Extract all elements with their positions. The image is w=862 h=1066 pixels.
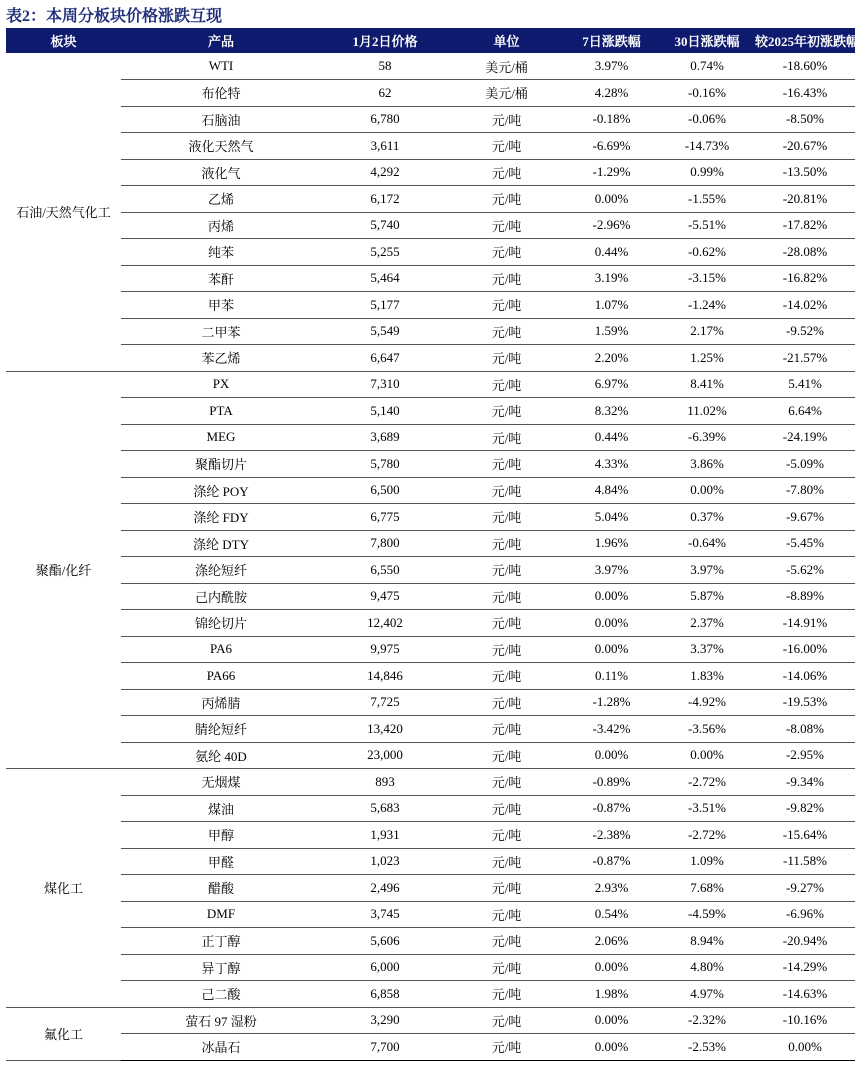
7d-change-cell: 1.98% <box>564 981 659 1008</box>
product-cell: 乙烯 <box>121 186 321 213</box>
table-row <box>6 954 855 981</box>
price-cell: 3,745 <box>321 901 449 928</box>
7d-change-cell: 1.59% <box>564 318 659 345</box>
ytd-change-cell: -8.50% <box>755 106 855 133</box>
unit-cell: 元/吨 <box>449 848 564 875</box>
7d-change-cell: 2.93% <box>564 875 659 902</box>
30d-change-cell: 2.17% <box>659 318 755 345</box>
sector-cell: 聚酯/化纤 <box>6 371 121 769</box>
product-cell: 苯酐 <box>121 265 321 292</box>
table-row <box>6 530 855 557</box>
product-cell: 液化气 <box>121 159 321 186</box>
ytd-change-cell: 0.00% <box>755 1034 855 1061</box>
unit-cell: 元/吨 <box>449 133 564 160</box>
product-cell: 正丁醇 <box>121 928 321 955</box>
price-cell: 12,402 <box>321 610 449 637</box>
ytd-change-cell: -9.67% <box>755 504 855 531</box>
header-30d-change: 30日涨跌幅 <box>659 28 755 53</box>
product-cell: 石脑油 <box>121 106 321 133</box>
30d-change-cell: 3.86% <box>659 451 755 478</box>
product-cell: PA6 <box>121 636 321 663</box>
ytd-change-cell: -19.53% <box>755 689 855 716</box>
ytd-change-cell: -6.96% <box>755 901 855 928</box>
ytd-change-cell: -18.60% <box>755 53 855 80</box>
price-cell: 23,000 <box>321 742 449 769</box>
price-cell: 7,725 <box>321 689 449 716</box>
7d-change-cell: 4.28% <box>564 80 659 107</box>
price-cell: 3,689 <box>321 424 449 451</box>
table-row <box>6 583 855 610</box>
price-cell: 5,740 <box>321 212 449 239</box>
table-row <box>6 159 855 186</box>
unit-cell: 元/吨 <box>449 901 564 928</box>
product-cell: 液化天然气 <box>121 133 321 160</box>
ytd-change-cell: -14.02% <box>755 292 855 319</box>
30d-change-cell: 4.80% <box>659 954 755 981</box>
price-cell: 9,975 <box>321 636 449 663</box>
7d-change-cell: 0.00% <box>564 610 659 637</box>
ytd-change-cell: -17.82% <box>755 212 855 239</box>
table-row <box>6 239 855 266</box>
header-ytd-change: 较2025年初涨跌幅 <box>755 28 855 53</box>
product-cell: PA66 <box>121 663 321 690</box>
7d-change-cell: -1.28% <box>564 689 659 716</box>
price-cell: 9,475 <box>321 583 449 610</box>
ytd-change-cell: -9.27% <box>755 875 855 902</box>
unit-cell: 元/吨 <box>449 954 564 981</box>
30d-change-cell: -0.16% <box>659 80 755 107</box>
unit-cell: 元/吨 <box>449 928 564 955</box>
ytd-change-cell: -16.00% <box>755 636 855 663</box>
ytd-change-cell: -13.50% <box>755 159 855 186</box>
product-cell: 萤石 97 湿粉 <box>121 1007 321 1034</box>
table-row <box>6 451 855 478</box>
ytd-change-cell: -5.45% <box>755 530 855 557</box>
30d-change-cell: -3.15% <box>659 265 755 292</box>
product-cell: 涤纶 DTY <box>121 530 321 557</box>
7d-change-cell: 2.06% <box>564 928 659 955</box>
product-cell: 布伦特 <box>121 80 321 107</box>
table-row <box>6 212 855 239</box>
sector-cell: 石油/天然气化工 <box>6 53 121 371</box>
30d-change-cell: -0.64% <box>659 530 755 557</box>
ytd-change-cell: -10.16% <box>755 1007 855 1034</box>
product-cell: MEG <box>121 424 321 451</box>
ytd-change-cell: -2.95% <box>755 742 855 769</box>
price-cell: 6,000 <box>321 954 449 981</box>
7d-change-cell: -0.87% <box>564 848 659 875</box>
ytd-change-cell: -20.81% <box>755 186 855 213</box>
30d-change-cell: -2.53% <box>659 1034 755 1061</box>
7d-change-cell: 0.00% <box>564 186 659 213</box>
price-cell: 6,550 <box>321 557 449 584</box>
table-row <box>6 80 855 107</box>
unit-cell: 元/吨 <box>449 981 564 1008</box>
table-row <box>6 265 855 292</box>
7d-change-cell: 0.44% <box>564 239 659 266</box>
table-row <box>6 133 855 160</box>
unit-cell: 元/吨 <box>449 186 564 213</box>
30d-change-cell: 4.97% <box>659 981 755 1008</box>
30d-change-cell: 2.37% <box>659 610 755 637</box>
header-product: 产品 <box>121 28 321 53</box>
header-sector: 板块 <box>6 28 121 53</box>
unit-cell: 元/吨 <box>449 477 564 504</box>
header-unit: 单位 <box>449 28 564 53</box>
table-row <box>6 398 855 425</box>
unit-cell: 元/吨 <box>449 610 564 637</box>
ytd-change-cell: -14.63% <box>755 981 855 1008</box>
30d-change-cell: 3.97% <box>659 557 755 584</box>
product-cell: 锦纶切片 <box>121 610 321 637</box>
price-cell: 1,023 <box>321 848 449 875</box>
unit-cell: 元/吨 <box>449 318 564 345</box>
7d-change-cell: 5.04% <box>564 504 659 531</box>
30d-change-cell: -2.72% <box>659 769 755 796</box>
sector-cell: 氟化工 <box>6 1007 121 1060</box>
unit-cell: 元/吨 <box>449 106 564 133</box>
unit-cell: 元/吨 <box>449 345 564 372</box>
7d-change-cell: -2.38% <box>564 822 659 849</box>
price-cell: 6,775 <box>321 504 449 531</box>
unit-cell: 元/吨 <box>449 557 564 584</box>
7d-change-cell: -0.18% <box>564 106 659 133</box>
unit-cell: 美元/桶 <box>449 80 564 107</box>
product-cell: 涤纶短纤 <box>121 557 321 584</box>
unit-cell: 元/吨 <box>449 636 564 663</box>
product-cell: 丙烯腈 <box>121 689 321 716</box>
unit-cell: 元/吨 <box>449 689 564 716</box>
product-cell: 无烟煤 <box>121 769 321 796</box>
product-cell: 涤纶 POY <box>121 477 321 504</box>
30d-change-cell: 8.41% <box>659 371 755 398</box>
unit-cell: 元/吨 <box>449 663 564 690</box>
30d-change-cell: -0.06% <box>659 106 755 133</box>
unit-cell: 元/吨 <box>449 265 564 292</box>
price-cell: 3,611 <box>321 133 449 160</box>
table-row <box>6 981 855 1008</box>
30d-change-cell: -3.51% <box>659 795 755 822</box>
product-cell: 己二酸 <box>121 981 321 1008</box>
table-row <box>6 795 855 822</box>
ytd-change-cell: -21.57% <box>755 345 855 372</box>
ytd-change-cell: -5.09% <box>755 451 855 478</box>
ytd-change-cell: -14.91% <box>755 610 855 637</box>
30d-change-cell: 8.94% <box>659 928 755 955</box>
table-row <box>6 318 855 345</box>
unit-cell: 元/吨 <box>449 159 564 186</box>
price-change-table <box>6 28 860 1061</box>
product-cell: 煤油 <box>121 795 321 822</box>
table-row <box>6 557 855 584</box>
product-cell: WTI <box>121 53 321 80</box>
ytd-change-cell: -16.82% <box>755 265 855 292</box>
price-cell: 5,140 <box>321 398 449 425</box>
7d-change-cell: 0.00% <box>564 1034 659 1061</box>
7d-change-cell: -1.29% <box>564 159 659 186</box>
30d-change-cell: 11.02% <box>659 398 755 425</box>
ytd-change-cell: -9.34% <box>755 769 855 796</box>
price-cell: 6,500 <box>321 477 449 504</box>
7d-change-cell: 0.11% <box>564 663 659 690</box>
ytd-change-cell: -11.58% <box>755 848 855 875</box>
table-caption: 表2：本周分板块价格涨跌互现 <box>6 8 223 25</box>
table-row <box>6 504 855 531</box>
30d-change-cell: -14.73% <box>659 133 755 160</box>
unit-cell: 元/吨 <box>449 769 564 796</box>
7d-change-cell: 0.00% <box>564 954 659 981</box>
price-cell: 6,780 <box>321 106 449 133</box>
7d-change-cell: 1.96% <box>564 530 659 557</box>
unit-cell: 元/吨 <box>449 716 564 743</box>
table-row <box>6 1034 855 1061</box>
7d-change-cell: 3.97% <box>564 53 659 80</box>
price-cell: 2,496 <box>321 875 449 902</box>
table-row <box>6 636 855 663</box>
table-row <box>6 689 855 716</box>
7d-change-cell: 4.84% <box>564 477 659 504</box>
price-cell: 4,292 <box>321 159 449 186</box>
7d-change-cell: -0.87% <box>564 795 659 822</box>
unit-cell: 元/吨 <box>449 504 564 531</box>
table-row <box>6 742 855 769</box>
product-cell: 甲苯 <box>121 292 321 319</box>
unit-cell: 元/吨 <box>449 742 564 769</box>
unit-cell: 元/吨 <box>449 1007 564 1034</box>
table-row <box>6 1007 855 1034</box>
price-cell: 5,683 <box>321 795 449 822</box>
30d-change-cell: 5.87% <box>659 583 755 610</box>
table-row <box>6 875 855 902</box>
sector-cell: 煤化工 <box>6 769 121 1008</box>
price-cell: 5,255 <box>321 239 449 266</box>
product-cell: 聚酯切片 <box>121 451 321 478</box>
header-7d-change: 7日涨跌幅 <box>564 28 659 53</box>
product-cell: 丙烯 <box>121 212 321 239</box>
table-row <box>6 716 855 743</box>
table-row <box>6 769 855 796</box>
product-cell: 二甲苯 <box>121 318 321 345</box>
unit-cell: 元/吨 <box>449 398 564 425</box>
7d-change-cell: 8.32% <box>564 398 659 425</box>
ytd-change-cell: -16.43% <box>755 80 855 107</box>
unit-cell: 元/吨 <box>449 875 564 902</box>
7d-change-cell: 2.20% <box>564 345 659 372</box>
7d-change-cell: -3.42% <box>564 716 659 743</box>
7d-change-cell: -6.69% <box>564 133 659 160</box>
ytd-change-cell: -15.64% <box>755 822 855 849</box>
7d-change-cell: 0.00% <box>564 1007 659 1034</box>
ytd-change-cell: -20.67% <box>755 133 855 160</box>
30d-change-cell: 0.37% <box>659 504 755 531</box>
7d-change-cell: 3.97% <box>564 557 659 584</box>
product-cell: 氨纶 40D <box>121 742 321 769</box>
price-cell: 7,700 <box>321 1034 449 1061</box>
table-row <box>6 663 855 690</box>
price-cell: 5,464 <box>321 265 449 292</box>
7d-change-cell: 1.07% <box>564 292 659 319</box>
product-cell: 纯苯 <box>121 239 321 266</box>
unit-cell: 元/吨 <box>449 212 564 239</box>
30d-change-cell: -5.51% <box>659 212 755 239</box>
ytd-change-cell: -14.06% <box>755 663 855 690</box>
unit-cell: 元/吨 <box>449 795 564 822</box>
table-row <box>6 822 855 849</box>
table-row <box>6 610 855 637</box>
7d-change-cell: 3.19% <box>564 265 659 292</box>
price-cell: 5,606 <box>321 928 449 955</box>
price-cell: 58 <box>321 53 449 80</box>
price-cell: 5,549 <box>321 318 449 345</box>
30d-change-cell: -0.62% <box>659 239 755 266</box>
30d-change-cell: 0.99% <box>659 159 755 186</box>
7d-change-cell: 6.97% <box>564 371 659 398</box>
ytd-change-cell: 6.64% <box>755 398 855 425</box>
30d-change-cell: -1.24% <box>659 292 755 319</box>
table-header-row <box>6 28 855 53</box>
product-cell: 甲醇 <box>121 822 321 849</box>
price-cell: 7,800 <box>321 530 449 557</box>
table-row <box>6 424 855 451</box>
ytd-change-cell: -9.52% <box>755 318 855 345</box>
30d-change-cell: -3.56% <box>659 716 755 743</box>
product-cell: 己内酰胺 <box>121 583 321 610</box>
ytd-change-cell: -20.94% <box>755 928 855 955</box>
ytd-change-cell: 5.41% <box>755 371 855 398</box>
7d-change-cell: 0.00% <box>564 583 659 610</box>
30d-change-cell: 7.68% <box>659 875 755 902</box>
price-cell: 893 <box>321 769 449 796</box>
price-cell: 7,310 <box>321 371 449 398</box>
price-cell: 6,172 <box>321 186 449 213</box>
product-cell: 醋酸 <box>121 875 321 902</box>
7d-change-cell: 0.54% <box>564 901 659 928</box>
unit-cell: 元/吨 <box>449 530 564 557</box>
price-cell: 13,420 <box>321 716 449 743</box>
table-row <box>6 371 855 398</box>
price-cell: 14,846 <box>321 663 449 690</box>
7d-change-cell: 0.00% <box>564 636 659 663</box>
30d-change-cell: 0.00% <box>659 742 755 769</box>
product-cell: DMF <box>121 901 321 928</box>
30d-change-cell: -1.55% <box>659 186 755 213</box>
unit-cell: 元/吨 <box>449 239 564 266</box>
price-cell: 6,647 <box>321 345 449 372</box>
30d-change-cell: 0.74% <box>659 53 755 80</box>
unit-cell: 元/吨 <box>449 371 564 398</box>
product-cell: 腈纶短纤 <box>121 716 321 743</box>
30d-change-cell: -4.59% <box>659 901 755 928</box>
product-cell: 异丁醇 <box>121 954 321 981</box>
30d-change-cell: -2.32% <box>659 1007 755 1034</box>
unit-cell: 元/吨 <box>449 451 564 478</box>
ytd-change-cell: -8.89% <box>755 583 855 610</box>
ytd-change-cell: -28.08% <box>755 239 855 266</box>
30d-change-cell: -2.72% <box>659 822 755 849</box>
30d-change-cell: -4.92% <box>659 689 755 716</box>
table-row <box>6 477 855 504</box>
price-cell: 5,177 <box>321 292 449 319</box>
table-row <box>6 106 855 133</box>
product-cell: PTA <box>121 398 321 425</box>
30d-change-cell: 1.25% <box>659 345 755 372</box>
price-cell: 3,290 <box>321 1007 449 1034</box>
price-cell: 1,931 <box>321 822 449 849</box>
table-row <box>6 345 855 372</box>
30d-change-cell: 1.09% <box>659 848 755 875</box>
price-cell: 62 <box>321 80 449 107</box>
ytd-change-cell: -24.19% <box>755 424 855 451</box>
ytd-change-cell: -7.80% <box>755 477 855 504</box>
30d-change-cell: 0.00% <box>659 477 755 504</box>
product-cell: PX <box>121 371 321 398</box>
unit-cell: 元/吨 <box>449 583 564 610</box>
unit-cell: 美元/桶 <box>449 53 564 80</box>
30d-change-cell: 1.83% <box>659 663 755 690</box>
product-cell: 冰晶石 <box>121 1034 321 1061</box>
product-cell: 甲醛 <box>121 848 321 875</box>
30d-change-cell: 3.37% <box>659 636 755 663</box>
product-cell: 苯乙烯 <box>121 345 321 372</box>
header-price: 1月2日价格 <box>321 28 449 53</box>
30d-change-cell: -6.39% <box>659 424 755 451</box>
7d-change-cell: -0.89% <box>564 769 659 796</box>
7d-change-cell: 4.33% <box>564 451 659 478</box>
unit-cell: 元/吨 <box>449 822 564 849</box>
table-row <box>6 901 855 928</box>
unit-cell: 元/吨 <box>449 1034 564 1061</box>
ytd-change-cell: -5.62% <box>755 557 855 584</box>
table-body <box>6 53 855 1060</box>
7d-change-cell: -2.96% <box>564 212 659 239</box>
table-row <box>6 186 855 213</box>
table-row <box>6 292 855 319</box>
table-row <box>6 928 855 955</box>
table-row <box>6 848 855 875</box>
7d-change-cell: 0.44% <box>564 424 659 451</box>
unit-cell: 元/吨 <box>449 424 564 451</box>
ytd-change-cell: -8.08% <box>755 716 855 743</box>
7d-change-cell: 0.00% <box>564 742 659 769</box>
price-cell: 5,780 <box>321 451 449 478</box>
product-cell: 涤纶 FDY <box>121 504 321 531</box>
table-row <box>6 53 855 80</box>
unit-cell: 元/吨 <box>449 292 564 319</box>
ytd-change-cell: -14.29% <box>755 954 855 981</box>
price-cell: 6,858 <box>321 981 449 1008</box>
ytd-change-cell: -9.82% <box>755 795 855 822</box>
